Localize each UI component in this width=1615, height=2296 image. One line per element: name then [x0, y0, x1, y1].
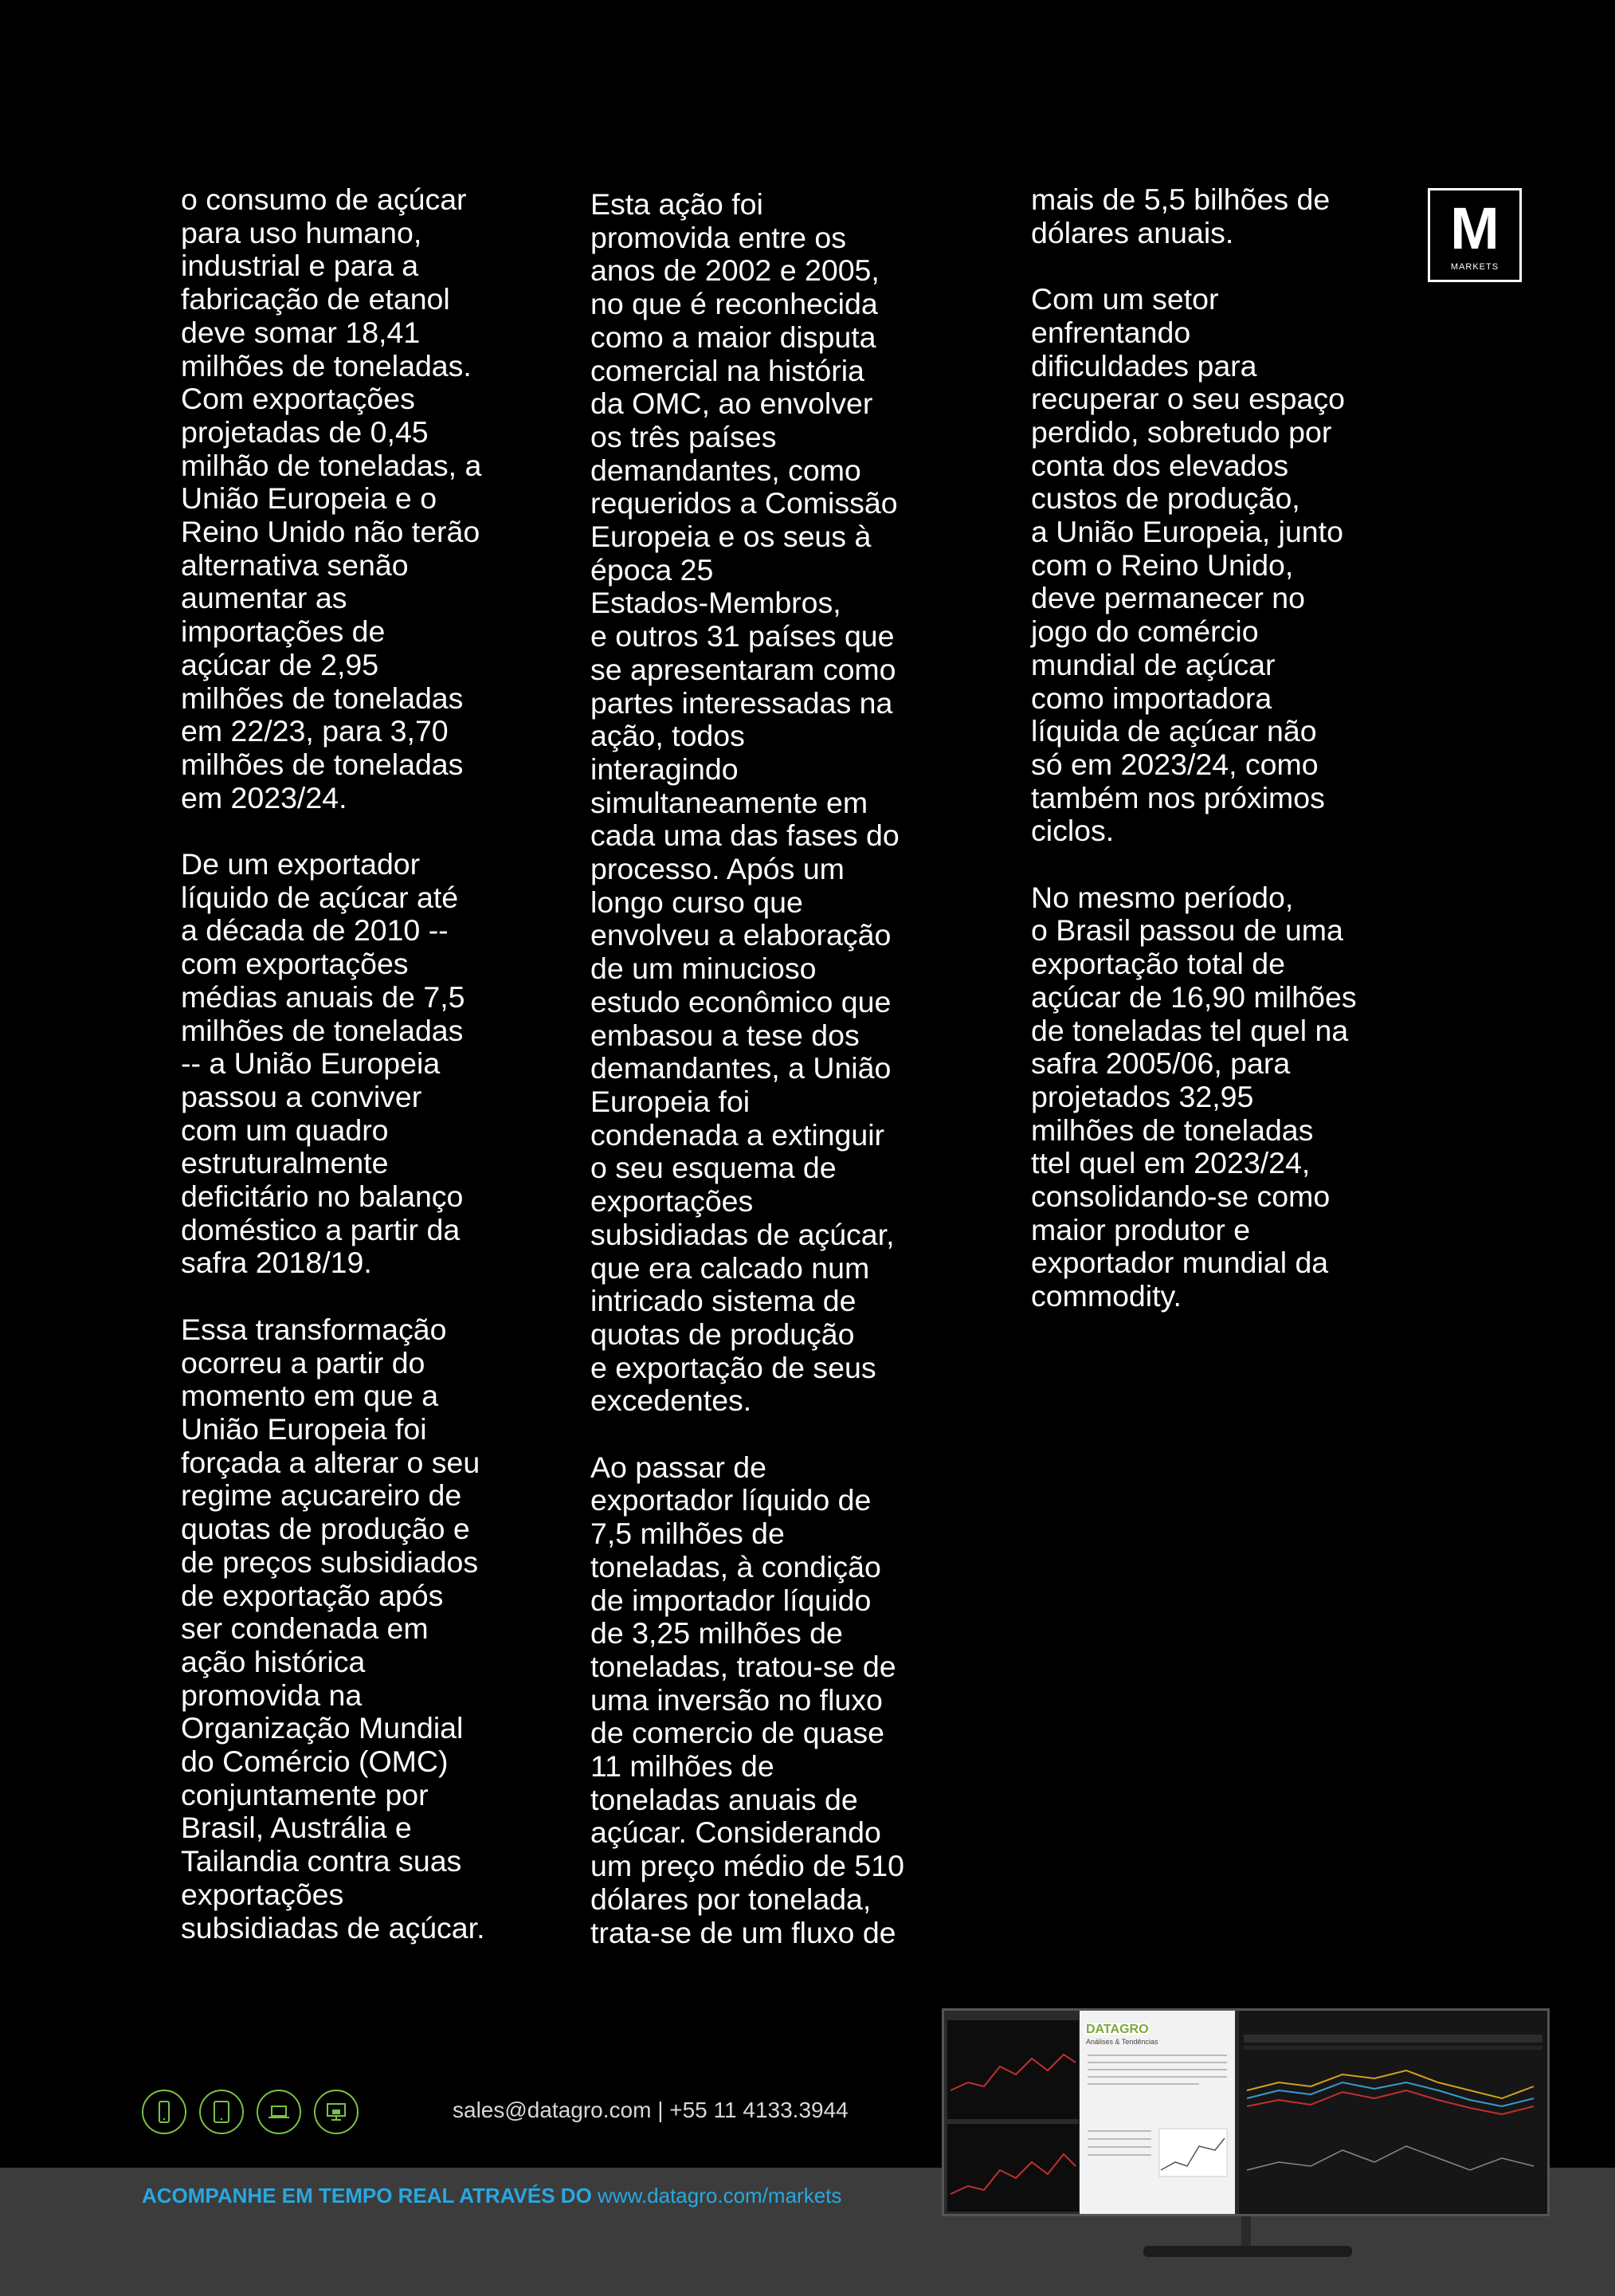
- text-line: milhões de toneladas: [181, 681, 464, 715]
- call-to-action: [142, 2184, 841, 2208]
- text-line: a União Europeia, junto: [1031, 515, 1343, 549]
- text-line: doméstico a partir da: [181, 1212, 461, 1246]
- monitor-stand: [1241, 2216, 1251, 2248]
- text-line: Brasil, Austrália e: [181, 1811, 412, 1845]
- text-line: -- a União Europeia: [181, 1046, 441, 1081]
- text-line: trata-se de um fluxo de: [590, 1915, 896, 1949]
- text-line: toneladas, tratou-se de: [590, 1649, 896, 1683]
- text-line: longo curso que: [590, 885, 803, 919]
- device-icons: [142, 2090, 359, 2134]
- text-line: deve somar 18,41: [181, 315, 421, 349]
- text-line: para uso humano,: [181, 215, 422, 249]
- text-line: estruturalmente: [181, 1146, 389, 1180]
- text-line: açúcar de 2,95: [181, 647, 379, 681]
- text-line: recuperar o seu espaço: [1031, 382, 1345, 416]
- logo-subtitle: MARKETS: [1450, 262, 1499, 272]
- paragraph: [181, 1313, 485, 1945]
- text-column-3: [1031, 183, 1357, 1347]
- paragraph: [590, 1451, 904, 1950]
- text-line: intricado sistema de: [590, 1284, 856, 1318]
- text-line: condenada a extinguir: [590, 1117, 885, 1152]
- text-line: exportações: [590, 1184, 754, 1219]
- text-line: dólares por tonelada,: [590, 1882, 872, 1916]
- text-line: safra 2018/19.: [181, 1246, 372, 1280]
- cta-link[interactable]: www.datagro.com/markets: [598, 2184, 842, 2208]
- text-line: embasou a tese dos: [590, 1018, 860, 1052]
- text-line: importações de: [181, 614, 386, 649]
- text-line: o Brasil passou de uma: [1031, 913, 1343, 948]
- monitor-image: [942, 2008, 1550, 2216]
- text-line: com um quadro: [181, 1113, 389, 1147]
- text-line: a década de 2010 --: [181, 913, 449, 948]
- monitor-subtitle: Análises & Tendências: [1086, 2038, 1158, 2046]
- text-line: processo. Após um: [590, 852, 845, 886]
- text-line: 7,5 milhões de: [590, 1517, 785, 1551]
- text-line: Reino Unido não terão: [181, 515, 480, 549]
- text-line: exportação total de: [1031, 947, 1285, 981]
- text-line: aumentar as: [181, 581, 347, 615]
- text-line: projetados 32,95: [1031, 1079, 1254, 1113]
- smartphone-icon: [142, 2090, 186, 2134]
- text-line: deficitário no balanço: [181, 1179, 464, 1214]
- text-line: conjuntamente por: [181, 1777, 429, 1811]
- text-line: Tailandia contra suas: [181, 1844, 462, 1878]
- text-line: promovida na: [181, 1678, 363, 1712]
- monitor-screen: [944, 2011, 1547, 2214]
- text-line: líquida de açúcar não: [1031, 714, 1317, 748]
- text-line: época 25: [590, 552, 714, 587]
- text-line: como importadora: [1031, 681, 1272, 715]
- text-line: Estados-Membros,: [590, 586, 841, 620]
- text-line: forçada a alterar o seu: [181, 1445, 480, 1479]
- text-line: custos de produção,: [1031, 481, 1300, 516]
- text-line: excedentes.: [590, 1383, 752, 1418]
- paragraph: [1031, 183, 1357, 249]
- text-line: no que é reconhecida: [590, 287, 878, 321]
- text-line: que era calcado num: [590, 1250, 870, 1285]
- text-line: exportador líquido de: [590, 1483, 872, 1517]
- text-line: milhões de toneladas: [1031, 1113, 1314, 1147]
- text-line: industrial e para a: [181, 249, 419, 283]
- laptop-icon: [257, 2090, 301, 2134]
- text-line: demandantes, como: [590, 453, 861, 487]
- text-line: de um minucioso: [590, 952, 817, 986]
- text-line: quotas de produção e: [181, 1512, 470, 1546]
- text-line: Com exportações: [181, 382, 415, 416]
- text-line: momento em que a: [181, 1379, 439, 1413]
- text-line: quotas de produção: [590, 1317, 855, 1351]
- text-line: subsidiadas de açúcar.: [181, 1910, 485, 1945]
- text-line: 11 milhões de: [590, 1749, 774, 1784]
- text-line: De um exportador: [181, 847, 421, 881]
- text-line: interagindo: [590, 752, 739, 786]
- text-line: da OMC, ao envolver: [590, 387, 873, 421]
- desktop-icon: [314, 2090, 359, 2134]
- text-line: açúcar de 16,90 milhões: [1031, 979, 1357, 1014]
- tablet-icon: [199, 2090, 244, 2134]
- text-line: em 2023/24.: [181, 780, 347, 814]
- text-line: comercial na história: [590, 353, 864, 387]
- text-line: com exportações: [181, 947, 409, 981]
- text-line: toneladas, à condição: [590, 1549, 881, 1584]
- text-line: só em 2023/24, como: [1031, 747, 1319, 781]
- text-line: em 22/23, para 3,70: [181, 714, 449, 748]
- text-line: se apresentaram como: [590, 652, 896, 686]
- text-line: Organização Mundial: [181, 1711, 464, 1745]
- text-line: promovida entre os: [590, 220, 847, 254]
- text-line: estudo econômico que: [590, 984, 892, 1018]
- text-line: Europeia foi: [590, 1084, 751, 1118]
- text-line: o seu esquema de: [590, 1151, 837, 1185]
- text-line: ttel quel em 2023/24,: [1031, 1146, 1311, 1180]
- cta-label: ACOMPANHE EM TEMPO REAL ATRAVÉS DO: [142, 2184, 592, 2208]
- paragraph: [1031, 283, 1357, 848]
- text-line: exportador mundial da: [1031, 1246, 1329, 1280]
- text-line: dificuldades para: [1031, 348, 1257, 383]
- text-line: médias anuais de 7,5: [181, 979, 465, 1014]
- text-line: cada uma das fases do: [590, 818, 900, 853]
- text-line: líquido de açúcar até: [181, 880, 459, 914]
- text-line: o consumo de açúcar: [181, 183, 467, 216]
- text-line: dólares anuais.: [1031, 215, 1234, 249]
- contact-info: sales@datagro.com | +55 11 4133.3944: [453, 2098, 849, 2122]
- text-line: perdido, sobretudo por: [1031, 414, 1332, 449]
- text-line: de 3,25 milhões de: [590, 1616, 843, 1650]
- text-column-2: [590, 188, 904, 1983]
- text-line: ação histórica: [181, 1644, 366, 1678]
- text-line: União Europeia e o: [181, 481, 437, 516]
- text-line: simultaneamente em: [590, 785, 868, 819]
- text-line: ocorreu a partir do: [181, 1345, 425, 1380]
- text-line: Essa transformação: [181, 1312, 447, 1346]
- text-line: enfrentando: [1031, 315, 1191, 349]
- text-column-1: [181, 183, 485, 1978]
- text-line: Europeia e os seus à: [590, 520, 872, 554]
- text-line: regime açucareiro de: [181, 1478, 462, 1513]
- monitor-base: [1143, 2246, 1352, 2257]
- text-line: mundial de açúcar: [1031, 647, 1276, 681]
- paragraph: [1031, 881, 1357, 1313]
- text-line: os três países: [590, 419, 777, 453]
- markets-logo: [1428, 188, 1522, 282]
- text-line: como a maior disputa: [590, 320, 876, 354]
- text-line: No mesmo período,: [1031, 880, 1294, 914]
- text-line: fabricação de etanol: [181, 282, 450, 316]
- text-line: de importador líquido: [590, 1583, 872, 1617]
- text-line: requeridos a Comissão: [590, 486, 898, 520]
- paragraph: [590, 188, 904, 1418]
- text-line: safra 2005/06, para: [1031, 1046, 1291, 1081]
- text-line: conta dos elevados: [1031, 448, 1289, 482]
- text-line: deve permanecer no: [1031, 581, 1305, 615]
- text-line: com o Reino Unido,: [1031, 548, 1294, 582]
- text-line: de comercio de quase: [590, 1716, 884, 1750]
- text-line: ação, todos: [590, 719, 745, 753]
- logo-letter: M: [1450, 195, 1499, 261]
- text-line: milhões de toneladas.: [181, 348, 472, 383]
- text-line: passou a conviver: [181, 1079, 422, 1113]
- text-line: açúcar. Considerando: [590, 1815, 881, 1850]
- text-line: uma inversão no fluxo: [590, 1682, 883, 1717]
- text-line: demandantes, a União: [590, 1051, 892, 1085]
- text-line: anos de 2002 e 2005,: [590, 253, 880, 288]
- text-line: maior produtor e: [1031, 1212, 1251, 1246]
- text-line: ciclos.: [1031, 814, 1115, 848]
- text-line: exportações: [181, 1877, 344, 1911]
- text-line: consolidando-se como: [1031, 1179, 1331, 1214]
- paragraph: [181, 183, 485, 814]
- text-line: do Comércio (OMC): [181, 1745, 449, 1779]
- text-line: subsidiadas de açúcar,: [590, 1217, 895, 1251]
- text-line: União Europeia foi: [181, 1411, 427, 1446]
- paragraph: [181, 848, 485, 1280]
- text-line: e exportação de seus: [590, 1350, 876, 1384]
- text-line: toneladas anuais de: [590, 1782, 858, 1816]
- text-line: alternativa senão: [181, 548, 409, 582]
- text-line: Esta ação foi: [590, 187, 763, 221]
- text-line: Ao passar de: [590, 1450, 766, 1484]
- text-line: commodity.: [1031, 1279, 1182, 1313]
- text-line: mais de 5,5 bilhões de: [1031, 183, 1331, 216]
- text-line: milhão de toneladas, a: [181, 448, 482, 482]
- text-line: envolveu a elaboração: [590, 918, 892, 952]
- text-line: de exportação após: [181, 1578, 444, 1612]
- text-line: partes interessadas na: [590, 685, 893, 720]
- text-line: milhões de toneladas: [181, 747, 464, 781]
- text-line: ser condenada em: [181, 1611, 429, 1646]
- text-line: de preços subsidiados: [181, 1544, 479, 1579]
- text-line: jogo do comércio: [1031, 614, 1259, 649]
- text-line: projetadas de 0,45: [181, 414, 429, 449]
- text-line: milhões de toneladas: [181, 1013, 464, 1047]
- text-line: e outros 31 países que: [590, 619, 895, 653]
- text-line: um preço médio de 510: [590, 1849, 904, 1883]
- text-line: Com um setor: [1031, 282, 1219, 316]
- monitor-brand: DATAGRO: [1086, 2023, 1149, 2036]
- text-line: de toneladas tel quel na: [1031, 1013, 1349, 1047]
- text-line: também nos próximos: [1031, 780, 1325, 814]
